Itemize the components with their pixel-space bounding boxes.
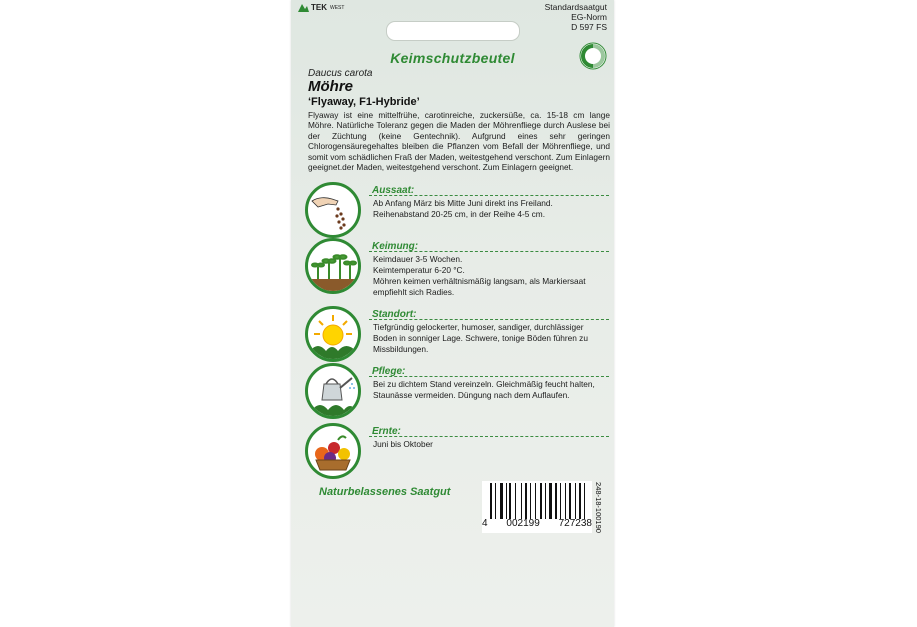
product-description: Flyaway ist eine mittelfrühe, carotinreiche, zuckersüße, ca. 15-18 cm lange Möhre. Natürliche Toleranz gegen die Maden der Möhrenfliege durch Auslese bei der Züchtung (keine Gentechnik). Aufgrund eines sehr geringen Chlorogensäuregehaltes bleiben die Pflanzen vom Befall der Möhrenfliege, und somit vom schädlichen Fraß der Maden, weitestgehend verschont. Zum Einlagern geeignet.der Maden, weitestgehend verschont. Zum Einlagern geeignet. [308, 110, 610, 173]
variety-name: ‘Flyaway, F1-Hybride’ [308, 96, 420, 108]
brand-logo [298, 3, 344, 12]
section-title: Standort: [372, 309, 417, 320]
barcode-bars [490, 483, 586, 519]
barcode-bar [528, 483, 529, 519]
section-title: Aussaat: [372, 185, 415, 196]
barcode-bar [558, 483, 559, 519]
product-name: Möhre [308, 78, 353, 95]
barcode-bar [523, 483, 524, 519]
section-title: Ernte: [372, 426, 401, 437]
ean-first-digit: 4 [482, 518, 488, 529]
brand-name: TEK [311, 3, 327, 12]
barcode-bar [515, 483, 516, 519]
barcode-bar [535, 483, 536, 519]
barcode-bar [562, 483, 564, 519]
divider [369, 195, 609, 196]
section-text: Ab Anfang März bis Mitte Juni direkt ins Freiland. Reihenabstand 20-25 cm, in der Reihe 4-5 cm. [373, 198, 553, 219]
barcode-bar [572, 483, 574, 519]
meta-line: EG-Norm [571, 12, 607, 22]
barcode-bar [565, 483, 566, 519]
divider [369, 436, 609, 437]
barcode-bar [555, 483, 557, 519]
barcode-bar [504, 483, 505, 519]
watering-can-icon [305, 363, 361, 419]
article-code-text: 248-18-100190 [593, 482, 603, 533]
barcode-bar [569, 483, 572, 519]
harvest-basket-icon [305, 423, 361, 479]
ean-digits [482, 518, 592, 529]
packet-window [386, 21, 520, 41]
article-code [593, 480, 610, 540]
barcode-bar [560, 483, 561, 519]
barcode-bar [543, 483, 544, 519]
barcode-bar [530, 483, 531, 519]
section-text: Bei zu dichtem Stand vereinzeln. Gleichmäßig feucht halten, Staunässe vermeiden. Düngung nach dem Auflaufen. [373, 379, 595, 400]
barcode-bar [525, 483, 527, 519]
slogan: Naturbelassenes Saatgut [319, 486, 451, 498]
divider [369, 251, 609, 252]
sun-icon [305, 306, 361, 362]
seed-standard-info [545, 2, 607, 32]
barcode-bar [512, 483, 514, 519]
sowing-hand-icon [305, 182, 361, 238]
barcode-bar [582, 483, 583, 519]
barcode-bar [567, 483, 568, 519]
barcode-bar [584, 483, 585, 519]
barcode-bar [577, 483, 578, 519]
barcode-bar [495, 483, 496, 519]
barcode-bar [507, 483, 508, 519]
barcode-bar [575, 483, 576, 519]
meta-line: D 597 FS [571, 22, 607, 32]
barcode-bar [540, 483, 542, 519]
barcode-bar [553, 483, 554, 519]
ean-barcode [482, 481, 592, 533]
section-text: Juni bis Oktober [373, 439, 433, 449]
barcode-bar [537, 483, 540, 519]
barcode-bar [500, 483, 503, 519]
section-text: Keimdauer 3-5 Wochen. Keimtemperatur 6-20 °C. Möhren keimen verhältnismäßig langsam, als Markiersaat empfiehlt sich Radies. [373, 254, 586, 297]
barcode-bar [506, 483, 507, 519]
latin-name: Daucus carota [308, 68, 373, 79]
barcode-bar [517, 483, 520, 519]
packet-header [291, 0, 614, 42]
barcode-bar [547, 483, 548, 519]
divider [369, 319, 609, 320]
ean-left-group: 002199 [506, 518, 540, 529]
barcode-bar [549, 483, 552, 519]
ean-right-group: 727238 [558, 518, 592, 529]
barcode-bar [521, 483, 522, 519]
brand-mark-icon [298, 3, 309, 12]
barcode-bar [493, 483, 494, 519]
meta-line: Standardsaatgut [544, 2, 607, 12]
barcode-bar [490, 483, 492, 519]
section-title: Keimung: [372, 241, 419, 252]
barcode-bar [509, 483, 511, 519]
barcode-bar [545, 483, 546, 519]
section-title: Pflege: [372, 366, 406, 377]
section-text: Tiefgründig gelockerter, humoser, sandiger, durchlässiger Boden in sonniger Lage. Schwere, tonige Böden führen zu Missbildungen. [373, 322, 588, 354]
barcode-bar [497, 483, 499, 519]
barcode-bar [532, 483, 534, 519]
seedlings-icon [305, 238, 361, 294]
green-dot-recycle-icon [579, 42, 607, 70]
seed-packet-back [291, 0, 614, 627]
brand-sub: WEST [330, 4, 345, 11]
divider [369, 376, 609, 377]
barcode-bar [579, 483, 581, 519]
packet-title: Keimschutzbeutel [390, 50, 515, 66]
